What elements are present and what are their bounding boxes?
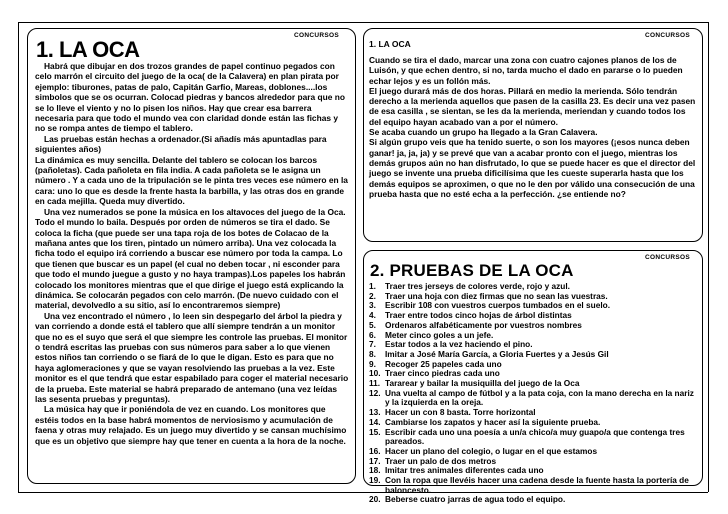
item-number: 19. bbox=[369, 475, 381, 486]
item-number: 12. bbox=[369, 387, 381, 398]
item-text: Traer entre todos cinco hojas de árbol distintas bbox=[385, 310, 572, 321]
paragraph: Cuando se tira el dado, marcar una zona con cuatro cajones planos de los de Luisón, y que echen dentro, si no, tarda mucho el dado en pararse o lo pueden echar lejos y es un follón más. bbox=[369, 55, 683, 86]
item-text: Ordenaros alfabéticamente por vuestros nombres bbox=[385, 319, 582, 330]
item-text: Hacer un plano del colegio, o lugar en el que estamos bbox=[385, 445, 598, 456]
item-number: 4. bbox=[369, 310, 376, 321]
paragraph: Una vez numerados se pone la música en los altavoces del juego de la Oca. Todo el mundo lo baila. Después por orden de números se tira el dado. Se coloca la ficha (que puede ser una tapa roja de los botes de Colacao de la mañana antes que los tiren, pintado un número arriba). Una vez colocada la ficha todo el equipo irá corriendo a buscar ese número por toda la campa. Lo que tienen que buscar es un papel (el cual no deben tocar , ni esconder para que todo el mundo juegue a gusto y no haya trampas).Los papeles los habrán colocado los monitores mientras que el que dirige el juego está explicando la dinámica. Se colocarán pegados con celo marrón. (De nuevo cuidado con el material, devolvedlo a su sitio, así lo encontraremos siempre) bbox=[35, 206, 346, 311]
paragraph: La dinámica es muy sencilla. Delante del tablero se colocan los barcos (pañoletas). Cada pañoleta en fila india. A cada pañoleta se le asigna un número . Y a cada uno de la tripulación se le pinta tres veces ese número en la cara: uno lo que es desde la frente hasta la barbilla, y las otras dos en grande en cada mejilla. Queda muy divertido. bbox=[35, 154, 348, 207]
paragraph: Habrá que dibujar en dos trozos grandes de papel continuo pegados con celo marrón el circuito del juego de la oca( de la Calavera) en plan pirata por ejemplo: tiburones, patas de palo, Capitán Garfio, Mareas, doblones....los simbolos que se os ocurran. Colocad piedras y bancos alrededor para que no se lo lleve el viento y no lo pisen los niños. Hay que crear esa barrera necesaria para que todo el mundo vea con claridad donde están las fichas y no se rompa antes de tiempo el tablero. bbox=[35, 61, 345, 134]
instructions-body bbox=[35, 61, 349, 446]
item-number: 10. bbox=[369, 368, 381, 379]
item-number: 5. bbox=[369, 319, 376, 330]
item-text: Estar todos a la vez haciendo el pino. bbox=[385, 339, 533, 350]
pruebas-list bbox=[369, 282, 696, 505]
panel-title: 1. LA OCA bbox=[369, 39, 411, 49]
list-item bbox=[369, 389, 696, 408]
item-text: Traer tres jerseys de colores verde, rojo y azul. bbox=[385, 281, 570, 291]
item-text: Tararear y bailar la musiquilla del juego de la Oca bbox=[385, 378, 580, 389]
item-number: 15. bbox=[369, 426, 381, 437]
item-number: 11. bbox=[369, 378, 381, 389]
section-tag: CONCURSOS bbox=[645, 32, 690, 39]
paragraph: Si algún grupo veis que ha tenido suerte, o son los mayores (¡esos nunca deben ganar! ja, ja, ja) y se prevé que van a acabar pronto con el juego, mientras los demás grupos aún no han disfrutado, lo que se puede hacer es que el director del juego se invente una prueba dificilísima que les cueste superarla hasta que los demás equipos se aproximen, o que no le den por válido una consecución de una prueba hasta que no esté echa a la perfección. ¿se entiende no? bbox=[369, 137, 696, 199]
item-number: 17. bbox=[369, 455, 381, 466]
list-item bbox=[369, 476, 696, 495]
panel-title: 2. PRUEBAS DE LA OCA bbox=[370, 261, 574, 280]
item-text: Traer cinco piedras cada uno bbox=[385, 368, 500, 379]
item-text: Imitar a José María García, a Gloria Fuertes y a Jesús Gil bbox=[385, 348, 609, 359]
section-tag: CONCURSOS bbox=[294, 32, 339, 39]
pruebas-panel bbox=[363, 250, 703, 505]
page-border-top bbox=[18, 22, 708, 23]
paragraph: Una vez encontrado el número , lo leen sin despegarlo del árbol la piedra y van corriendo a donde está el tablero que allí siempre tendrán a un monitor que no es el suyo que será el que siempre les controle las pruebas. El monitor o tendrá escritas las pruebas con sus números para saber a lo que vienen estos niños tan corriendo o se fiará de lo que le digan. Esto es para que no haya aglomeraciones y que se vayan resolviendo las pruebas a la vez. Este monitor es el que tendrá que estar espabilado para coger el material necesario de la prueba. Este material se habrá preparado de antemano (una vez leídas las sesenta pruebas y preguntas). bbox=[35, 310, 349, 404]
item-text: Beberse cuatro jarras de agua todo el equipo. bbox=[385, 494, 566, 505]
item-text: Escribir cada uno una poesía a un/a chico/a muy guapo/a que contenga tres pareados. bbox=[385, 426, 685, 447]
la-oca-continued-panel bbox=[363, 28, 703, 242]
item-text: Recoger 25 papeles cada uno bbox=[385, 358, 502, 369]
panel-title: 1. LA OCA bbox=[36, 37, 140, 62]
item-number: 2. bbox=[369, 290, 376, 301]
item-number: 14. bbox=[369, 416, 381, 427]
item-text: Meter cinco goles a un jefe. bbox=[385, 329, 494, 340]
item-number: 18. bbox=[369, 465, 381, 476]
item-text: Una vuelta al campo de fútbol y a la pata coja, con la mano derecha en la nariz y la izquierda en la oreja. bbox=[385, 387, 694, 408]
item-number: 7. bbox=[369, 339, 376, 350]
paragraph: La música hay que ir poniéndola de vez en cuando. Los monitores que estéis todos en la base habrá momentos de nerviosismo y acumulación de faena y otras muy relajado. Es un juego muy divertido y se cansan muchísimo que es un objetivo que siempre hay que tener en cuenta a la hora de la noche. bbox=[35, 404, 347, 446]
item-text: Imitar tres animales diferentes cada uno bbox=[385, 465, 544, 476]
list-item bbox=[369, 428, 696, 447]
item-text: Traer una hoja con diez firmas que no sean las vuestras. bbox=[385, 290, 608, 301]
item-text: Con la ropa que llevéis hacer una cadena desde la fuente hasta la portería de baloncesto. bbox=[385, 475, 689, 495]
paragraph: El juego durará más de dos horas. Pillará en medio la merienda. Sólo tendrán derecho a la merienda aquellos que pasen de la casilla 23. Es decir una vez pasen de esa casilla , se sientan, se les da la merienda, meriendan y cuando todos los del equipo hayan acabado van a por el número. bbox=[369, 85, 696, 127]
item-number: 8. bbox=[369, 348, 376, 359]
item-text: Cambiarse los zapatos y hacer así la siguiente prueba. bbox=[385, 416, 601, 427]
item-number: 20. bbox=[369, 494, 381, 505]
list-item bbox=[369, 495, 696, 505]
page-border-left bbox=[18, 22, 19, 492]
page-border-right bbox=[708, 22, 709, 492]
la-oca-instructions-panel bbox=[27, 28, 356, 484]
item-number: 3. bbox=[369, 300, 376, 311]
continued-body bbox=[369, 55, 696, 199]
item-text: Escribir 108 con vuestros cuerpos tumbados en el suelo. bbox=[385, 300, 611, 311]
item-number: 16. bbox=[369, 445, 381, 456]
item-number: 1. bbox=[369, 281, 376, 291]
section-tag: CONCURSOS bbox=[645, 254, 690, 261]
item-number: 13. bbox=[369, 407, 381, 418]
item-text: Hacer un con 8 basta. Torre horizontal bbox=[385, 407, 536, 418]
item-number: 6. bbox=[369, 329, 376, 340]
paragraph: Se acaba cuando un grupo ha llegado a la Gran Calavera. bbox=[369, 127, 598, 138]
paragraph: Las pruebas están hechas a ordenador.(Si añadís más apuntadlas para siguientes años) bbox=[35, 133, 327, 155]
item-text: Traer un palo de dos metros bbox=[385, 455, 497, 466]
item-number: 9. bbox=[369, 358, 376, 369]
